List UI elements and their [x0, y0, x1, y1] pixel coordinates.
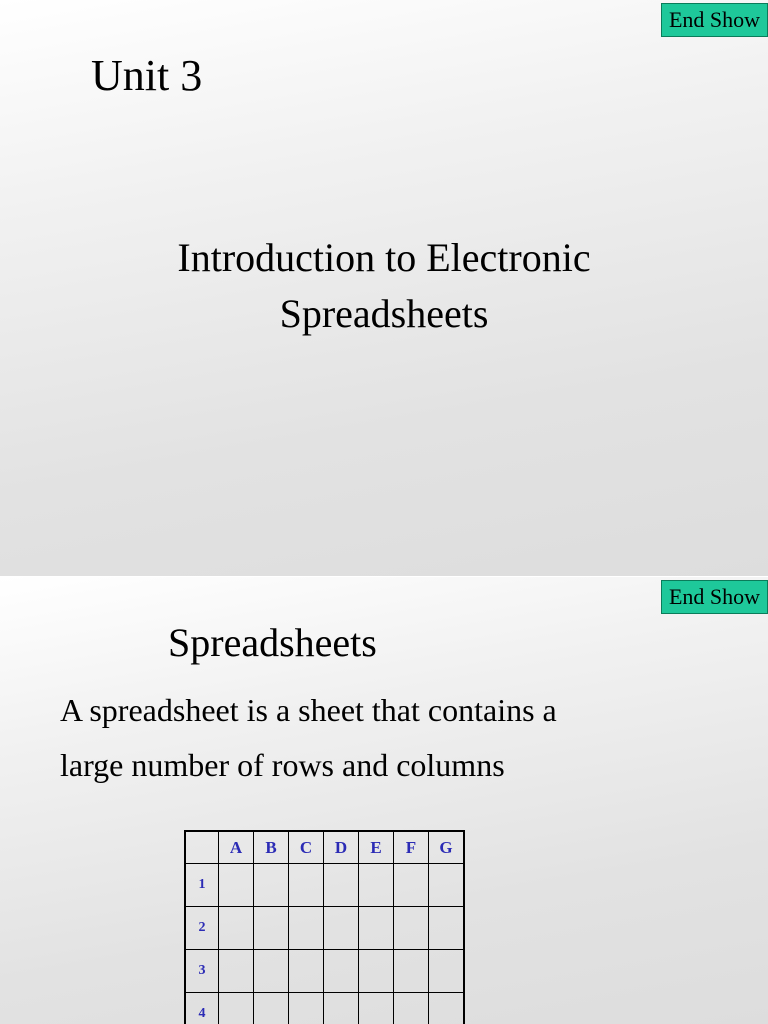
body-line-1: A spreadsheet is a sheet that contains a: [60, 692, 557, 728]
grid-cell: [219, 864, 254, 907]
grid-row: [185, 993, 464, 1024]
column-header-e: E: [359, 831, 394, 864]
end-show-button[interactable]: End Show: [661, 580, 768, 614]
column-header-g: G: [429, 831, 465, 864]
slide-subtitle: [0, 230, 768, 342]
grid-row: [185, 950, 464, 993]
grid-cell: [429, 907, 465, 950]
grid-cell: [254, 950, 289, 993]
grid-cell: [394, 907, 429, 950]
column-header-d: D: [324, 831, 359, 864]
grid-cell: [254, 864, 289, 907]
body-line-2: large number of rows and columns: [60, 747, 505, 783]
grid-cell: [359, 993, 394, 1024]
subtitle-line-2: Spreadsheets: [279, 291, 489, 336]
grid-cell: [359, 864, 394, 907]
grid-cell: [429, 993, 465, 1024]
grid-row: [185, 864, 464, 907]
grid-cell: [324, 864, 359, 907]
row-header-1: 1: [185, 864, 219, 907]
grid-cell: [394, 950, 429, 993]
grid-cell: [429, 950, 465, 993]
grid-cell: [324, 993, 359, 1024]
grid-cell: [289, 993, 324, 1024]
row-header-3: 3: [185, 950, 219, 993]
subtitle-line-1: Introduction to Electronic: [177, 235, 591, 280]
slide-body-text: [60, 683, 700, 793]
grid-cell: [289, 907, 324, 950]
grid-cell: [289, 864, 324, 907]
grid-cell: [219, 993, 254, 1024]
slide-2: [0, 577, 768, 1024]
column-header-f: F: [394, 831, 429, 864]
grid-cell: [324, 907, 359, 950]
grid-cell: [254, 907, 289, 950]
grid-cell: [289, 950, 324, 993]
column-header-a: A: [219, 831, 254, 864]
grid-cell: [219, 950, 254, 993]
grid-cell: [394, 864, 429, 907]
grid-cell: [359, 950, 394, 993]
grid-cell: [254, 993, 289, 1024]
grid-cell: [429, 864, 465, 907]
spreadsheet-grid: [184, 830, 465, 1024]
grid-cell: [324, 950, 359, 993]
grid-corner-cell: [185, 831, 219, 864]
row-header-2: 2: [185, 907, 219, 950]
end-show-button[interactable]: End Show: [661, 3, 768, 37]
grid-cell: [394, 993, 429, 1024]
column-header-c: C: [289, 831, 324, 864]
slide-title: Spreadsheets: [168, 620, 377, 665]
column-header-row: [185, 831, 464, 864]
unit-title: Unit 3: [91, 51, 203, 100]
column-header-b: B: [254, 831, 289, 864]
grid-row: [185, 907, 464, 950]
row-header-4: 4: [185, 993, 219, 1024]
grid-cell: [359, 907, 394, 950]
grid-cell: [219, 907, 254, 950]
